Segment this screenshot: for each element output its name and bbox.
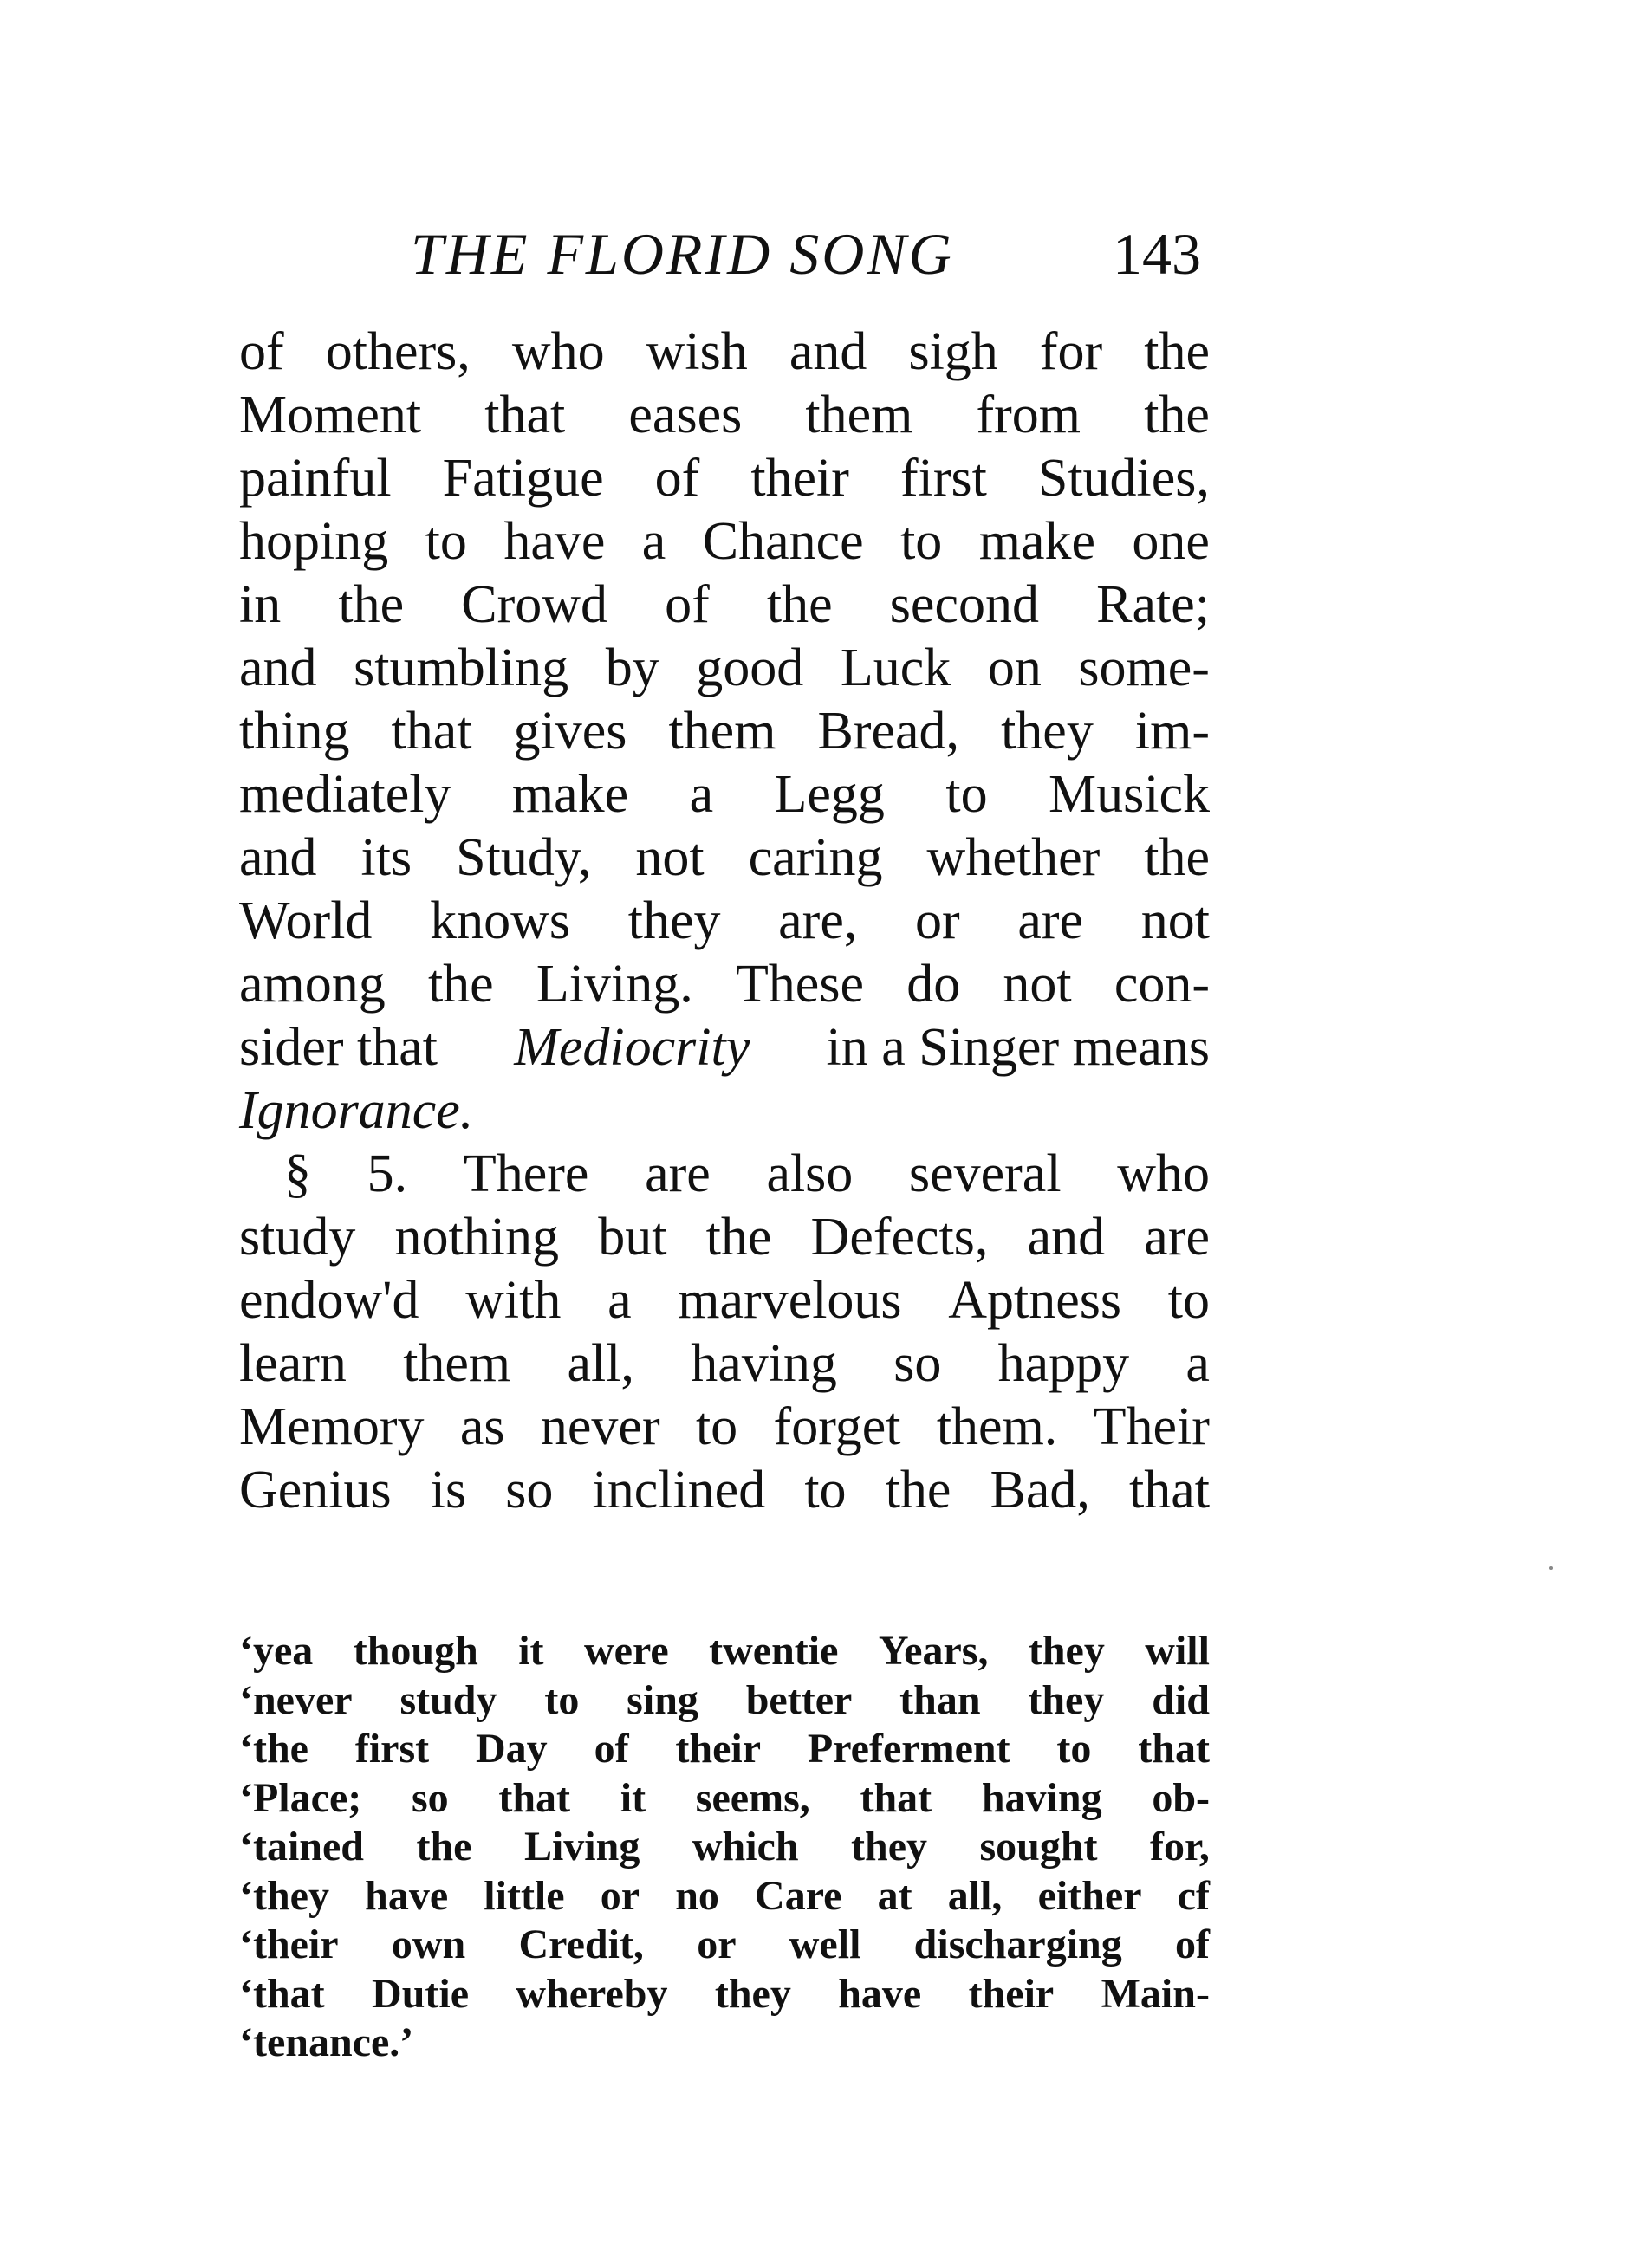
word: from xyxy=(976,386,1081,444)
word: marvelous xyxy=(678,1271,902,1330)
word: and xyxy=(1027,1208,1106,1267)
word: so xyxy=(411,1774,449,1821)
word: all, xyxy=(947,1872,1003,1919)
word: they xyxy=(1028,1628,1105,1674)
word: have xyxy=(503,512,606,571)
footnote-line xyxy=(239,1970,1210,2019)
scan-speck xyxy=(1549,1566,1553,1570)
word: as xyxy=(459,1397,505,1456)
word: make xyxy=(511,765,629,824)
word: Main- xyxy=(1101,1970,1210,2017)
word: a xyxy=(641,512,666,571)
word: wish xyxy=(646,322,748,381)
word: a xyxy=(689,765,714,824)
word: do xyxy=(906,955,961,1014)
word: Their xyxy=(1093,1397,1210,1456)
text-line xyxy=(239,1396,1210,1459)
word: twentie xyxy=(709,1628,839,1674)
word: several xyxy=(908,1144,1062,1203)
word: con- xyxy=(1114,955,1210,1014)
word: Defects, xyxy=(810,1208,989,1267)
word: the xyxy=(1144,828,1210,887)
word: some- xyxy=(1078,638,1210,697)
word: having xyxy=(981,1774,1102,1821)
word: Years, xyxy=(878,1628,989,1674)
word: ‘the xyxy=(239,1726,308,1772)
word: a xyxy=(607,1271,632,1330)
word: Musick xyxy=(1049,765,1210,824)
footnote-line xyxy=(239,1774,1210,1824)
word: cf xyxy=(1177,1872,1210,1919)
word: who xyxy=(1117,1144,1210,1203)
footnote-line xyxy=(239,1676,1210,1726)
word: that xyxy=(1138,1726,1210,1772)
word: eases xyxy=(628,386,743,444)
word: them xyxy=(805,386,913,444)
word: and xyxy=(789,322,867,381)
word: Studies, xyxy=(1037,449,1210,508)
word: inclined xyxy=(592,1461,766,1520)
word: its xyxy=(360,828,412,887)
word: among xyxy=(239,955,386,1014)
word: for xyxy=(1039,322,1103,381)
word: happy xyxy=(997,1334,1130,1393)
word: no xyxy=(675,1872,719,1919)
word: World xyxy=(239,891,373,950)
word: their xyxy=(675,1726,762,1772)
word: either xyxy=(1037,1872,1142,1919)
section-start-line xyxy=(239,1143,1210,1206)
word: are xyxy=(1017,891,1084,950)
word: so xyxy=(893,1334,942,1393)
word: them xyxy=(403,1334,511,1393)
word: study xyxy=(239,1208,356,1267)
word: hoping xyxy=(239,512,389,571)
word: whether xyxy=(926,828,1101,887)
word: to xyxy=(1056,1726,1092,1772)
word: Chance xyxy=(702,512,864,571)
word: will xyxy=(1145,1628,1210,1674)
footnote-line xyxy=(239,1725,1210,1774)
word: better xyxy=(745,1676,853,1723)
word: Dutie xyxy=(372,1970,470,2017)
word: the xyxy=(1144,386,1210,444)
word: Genius xyxy=(239,1461,392,1520)
word: that xyxy=(860,1774,932,1821)
word: Crowd xyxy=(461,575,608,634)
footnote xyxy=(239,1627,1210,2068)
word: the xyxy=(427,955,494,1014)
word: little xyxy=(484,1872,565,1919)
footnote-line xyxy=(239,1627,1210,1676)
word: Moment xyxy=(239,386,422,444)
word: at xyxy=(877,1872,912,1919)
running-title: THE FLORID SONG xyxy=(411,221,954,287)
text-line xyxy=(239,573,1210,637)
word: their xyxy=(968,1970,1055,2017)
word: Living xyxy=(523,1824,640,1869)
word: of xyxy=(654,449,700,508)
word: the xyxy=(766,575,833,634)
word: to xyxy=(425,512,467,571)
text-line xyxy=(239,384,1210,447)
word: on xyxy=(987,638,1042,697)
text-fragment: in a Singer means xyxy=(826,1018,1210,1077)
word: in xyxy=(239,575,282,634)
word: not xyxy=(1140,891,1210,950)
word: knows xyxy=(430,891,571,950)
word: to xyxy=(1167,1271,1210,1330)
word: Memory xyxy=(239,1397,425,1456)
word: is xyxy=(430,1461,467,1520)
word: ‘that xyxy=(239,1970,325,2017)
word: Study, xyxy=(456,828,592,887)
word: ‘yea xyxy=(239,1628,314,1674)
word: are xyxy=(645,1144,711,1203)
footnote-line xyxy=(239,1823,1210,1872)
word: others, xyxy=(325,322,471,381)
word: ob- xyxy=(1152,1774,1210,1821)
word: painful xyxy=(239,449,392,508)
word: second xyxy=(889,575,1039,634)
word: own xyxy=(391,1921,466,1967)
word: ‘Place; xyxy=(239,1774,362,1821)
word: to xyxy=(695,1397,738,1456)
word: it xyxy=(518,1628,544,1674)
word: they xyxy=(851,1824,927,1869)
word: have xyxy=(365,1872,449,1919)
word: Care xyxy=(755,1872,842,1919)
word: ‘never xyxy=(239,1676,353,1723)
word: that xyxy=(484,386,566,444)
word: caring xyxy=(748,828,883,887)
word: Aptness xyxy=(948,1271,1122,1330)
word: the xyxy=(416,1824,472,1869)
text-line xyxy=(239,1459,1210,1522)
word: are xyxy=(1144,1208,1210,1267)
word: they xyxy=(627,891,721,950)
word: nothing xyxy=(394,1208,559,1267)
word: sigh xyxy=(908,322,998,381)
word: of xyxy=(239,322,284,381)
text-line xyxy=(239,826,1210,890)
word: them xyxy=(668,702,776,761)
word: first xyxy=(899,449,987,508)
word: than xyxy=(899,1676,981,1723)
text-line xyxy=(239,763,1210,826)
word: having xyxy=(691,1334,837,1393)
word: ‘they xyxy=(239,1872,329,1919)
word: also xyxy=(766,1144,854,1203)
word: the xyxy=(705,1208,772,1267)
word: endow'd xyxy=(239,1271,419,1330)
word: Living. xyxy=(536,955,693,1014)
word: they xyxy=(1028,1676,1105,1723)
word: Luck xyxy=(840,638,951,697)
word: of xyxy=(1174,1921,1210,1967)
word: 5. xyxy=(367,1144,408,1203)
word: all, xyxy=(567,1334,634,1393)
word: Rate; xyxy=(1096,575,1210,634)
word: seems, xyxy=(695,1774,810,1821)
text-line xyxy=(239,1206,1210,1269)
word: Preferment xyxy=(807,1726,1010,1772)
text-line xyxy=(239,890,1210,953)
text-line xyxy=(239,510,1210,573)
word: good xyxy=(696,638,804,697)
word: ‘their xyxy=(239,1921,339,1967)
word: by xyxy=(605,638,659,697)
word: the xyxy=(885,1461,951,1520)
word: make xyxy=(978,512,1095,571)
word: stumbling xyxy=(354,638,569,697)
word: sing xyxy=(627,1676,698,1723)
text-line xyxy=(239,321,1210,384)
text-line xyxy=(239,953,1210,1016)
word: to xyxy=(804,1461,847,1520)
word: the xyxy=(338,575,405,634)
word: they xyxy=(714,1970,791,2017)
word: to xyxy=(544,1676,580,1723)
text-line xyxy=(239,1332,1210,1396)
word: to xyxy=(945,765,988,824)
footnote-line-content: ‘tenance.’ xyxy=(239,2019,414,2065)
word: for, xyxy=(1150,1824,1210,1869)
italic-term: Ignorance. xyxy=(239,1081,474,1140)
word: im- xyxy=(1134,702,1210,761)
word: § xyxy=(284,1144,311,1203)
italic-term: Mediocrity xyxy=(514,1018,750,1077)
word: of xyxy=(594,1726,629,1772)
word: of xyxy=(665,575,710,634)
word: with xyxy=(465,1271,562,1330)
word: to xyxy=(900,512,943,571)
word: study xyxy=(399,1676,497,1723)
word: gives xyxy=(513,702,627,761)
word: These xyxy=(735,955,864,1014)
text-line xyxy=(239,1269,1210,1332)
word: Fatigue xyxy=(442,449,604,508)
word: sought xyxy=(979,1824,1098,1869)
word: them. xyxy=(936,1397,1058,1456)
word: but xyxy=(598,1208,667,1267)
word: though xyxy=(353,1628,478,1674)
word: whereby xyxy=(516,1970,668,2017)
word: and xyxy=(239,828,317,887)
word: that xyxy=(391,702,472,761)
text-line xyxy=(239,447,1210,510)
text-fragment: sider that xyxy=(239,1018,438,1077)
word: who xyxy=(511,322,605,381)
text-line xyxy=(239,700,1210,763)
word: one xyxy=(1132,512,1210,571)
word: a xyxy=(1185,1334,1210,1393)
word: or xyxy=(600,1872,640,1919)
word: mediately xyxy=(239,765,451,824)
word: learn xyxy=(239,1334,347,1393)
word: are, xyxy=(778,891,858,950)
word: well xyxy=(789,1921,861,1967)
word: Bad, xyxy=(990,1461,1090,1520)
page-number: 143 xyxy=(1113,221,1201,287)
body-text xyxy=(239,321,1210,1522)
word: There xyxy=(463,1144,589,1203)
word: forget xyxy=(773,1397,901,1456)
word: so xyxy=(505,1461,554,1520)
word: not xyxy=(635,828,705,887)
word: the xyxy=(1144,322,1210,381)
word: or xyxy=(697,1921,737,1967)
footnote-line xyxy=(239,2019,1210,2068)
word: discharging xyxy=(913,1921,1122,1967)
word: never xyxy=(540,1397,660,1456)
word: it xyxy=(620,1774,646,1821)
word: have xyxy=(838,1970,922,2017)
text-line xyxy=(239,637,1210,700)
text-line-italic xyxy=(239,1079,1210,1143)
word: ‘tained xyxy=(239,1824,364,1869)
word: thing xyxy=(239,702,350,761)
word: Legg xyxy=(774,765,885,824)
word: Day xyxy=(476,1726,548,1772)
word: Bread, xyxy=(817,702,960,761)
word: that xyxy=(498,1774,571,1821)
footnote-line xyxy=(239,1872,1210,1921)
word: which xyxy=(692,1824,799,1869)
word: did xyxy=(1152,1676,1210,1723)
word: and xyxy=(239,638,317,697)
word: that xyxy=(1129,1461,1210,1520)
running-head xyxy=(411,215,1208,293)
word: first xyxy=(354,1726,430,1772)
text-line-with-italic xyxy=(239,1016,1210,1079)
word: they xyxy=(1001,702,1094,761)
word: Credit, xyxy=(518,1921,644,1967)
word: not xyxy=(1003,955,1072,1014)
word: or xyxy=(915,891,960,950)
word: their xyxy=(750,449,849,508)
footnote-line xyxy=(239,1921,1210,1970)
word: were xyxy=(583,1628,669,1674)
